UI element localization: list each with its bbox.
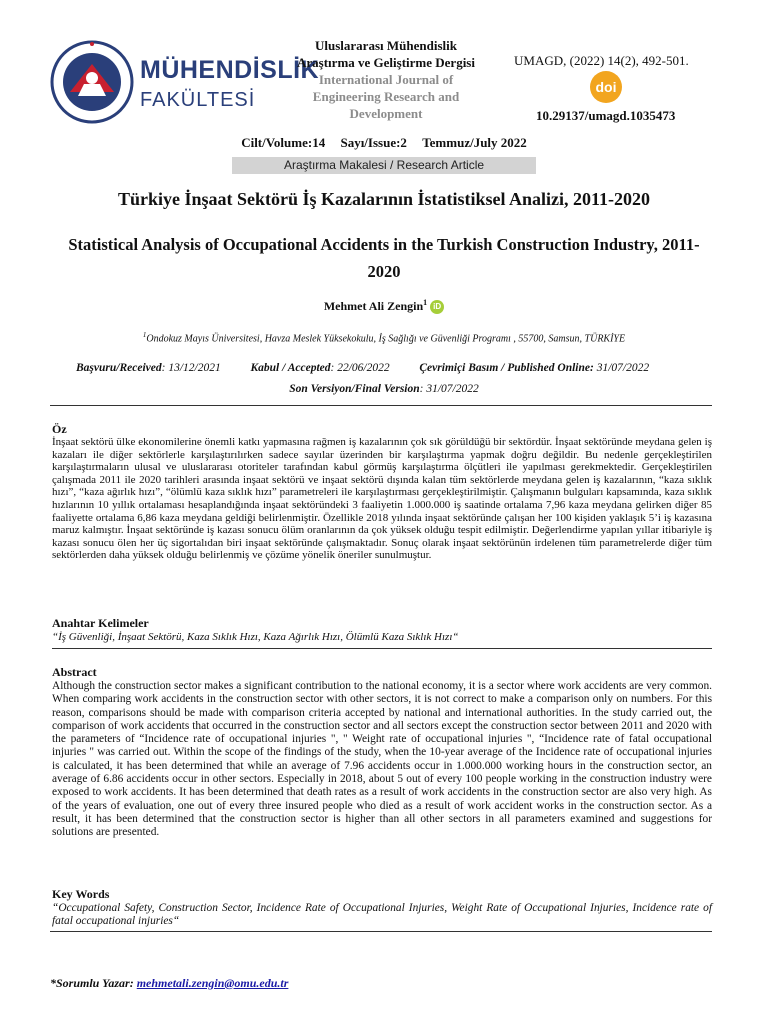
journal-title-block bbox=[286, 37, 486, 122]
faculty-subtitle: FAKÜLTESİ bbox=[140, 89, 256, 111]
abstract-text: Although the construction sector makes a significant contribution to the national economy, it is a sector where work accidents are very common. When comparing work accidents in the construction sector with other sectors, it is not correct to make a comparison only on numbers. For this reason, comparisons should be made with comparison criteria accepted by national and international authorities. In the study carried out, the comparison of work accidents that occurred in the construction sector and all sectors except the construction sector between 2011 and 2020 with the parameters of “Incidence rate of occupational injuries ", " Weight rate of occupational injuries ", “Incidence rate of fatal occupational injuries " was carried out. Within the scope of the findings of the study, when the 10-year average of the Incidence rate of occupational injuries is calculated, it has been determined that while an average of 7.96 accidents occur in 1.000.000 working hours in the construction sector, an average of 6.86 accidents occur in other sectors. Especially in 2018, about 5 out of every 100 people working in the construction industry were exposed to work accidents. It has been determined that death rates as a result of work accidents in the construction sector are also very high. As of the years of evaluation, one out of every three insured people who died as a result of work accident works in the construction sector. As a result, it has been determined that the construction sector is higher than all other sectors in all parameters examined and suggestions for solutions are presented. bbox=[52, 680, 712, 839]
final-version-label: Son Versiyon/Final Version bbox=[289, 383, 420, 395]
corresponding-author-label: *Sorumlu Yazar: bbox=[50, 976, 137, 990]
doi-icon[interactable]: doi bbox=[590, 71, 622, 103]
author-email-link[interactable]: mehmetali.zengin@omu.edu.tr bbox=[136, 976, 289, 990]
published-label: Çevrimiçi Basım / Published Online: bbox=[419, 362, 594, 374]
final-version-line bbox=[0, 383, 768, 395]
dates-line bbox=[76, 362, 649, 374]
keywords-en-heading: Key Words bbox=[52, 887, 110, 901]
volume-issue-line bbox=[0, 135, 768, 151]
keywords-en-text: “Occupational Safety, Construction Sector, Incidence Rate of Occupational Injuries, Weight Rate of Occupational Injuries, Incidence rate of fatal occupational injuries“ bbox=[52, 902, 712, 928]
corresponding-author bbox=[50, 976, 288, 991]
faculty-name: MÜHENDİSLİK bbox=[140, 56, 320, 84]
final-version-date: : 31/07/2022 bbox=[419, 383, 479, 395]
faculty-logo bbox=[50, 40, 320, 132]
title-english: Statistical Analysis of Occupational Accidents in the Turkish Construction Industry, 2011-2020 bbox=[68, 235, 700, 281]
author-sup: 1 bbox=[423, 298, 428, 307]
received-date: : 13/12/2021 bbox=[161, 362, 221, 374]
keywords-tr-heading: Anahtar Kelimeler bbox=[52, 616, 149, 630]
title-turkish: Türkiye İnşaat Sektörü İş Kazalarının İstatistiksel Analizi, 2011-2020 bbox=[117, 189, 651, 209]
journal-title-tr-line1: Uluslararası Mühendislik bbox=[315, 38, 457, 53]
volume: Cilt/Volume:14 bbox=[241, 135, 326, 150]
keywords-tr-text: “İş Güvenliği, İnşaat Sektörü, Kaza Sıklık Hızı, Kaza Ağırlık Hızı, Ölümlü Kaza Sıklık Hızı“ bbox=[52, 631, 459, 643]
issue: Sayı/Issue:2 bbox=[340, 135, 407, 150]
citation: UMAGD, (2022) 14(2), 492-501. bbox=[514, 53, 689, 68]
doi-number[interactable]: 10.29137/umagd.1035473 bbox=[536, 108, 676, 123]
accepted-date: : 22/06/2022 bbox=[330, 362, 390, 374]
received-label: Başvuru/Received bbox=[76, 362, 162, 374]
published-date: 31/07/2022 bbox=[593, 362, 650, 374]
orcid-icon[interactable]: iD bbox=[430, 300, 444, 314]
affiliation bbox=[0, 331, 768, 344]
abstract-heading: Abstract bbox=[52, 665, 97, 679]
oz-heading: Öz bbox=[52, 422, 67, 436]
affiliation-text: Ondokuz Mayıs Üniversitesi, Havza Meslek Yüksekokulu, İş Sağlığı ve Güvenliği Programı , 55700, Samsun, TÜRKİYE bbox=[146, 333, 626, 345]
author-name: Mehmet Ali Zengin bbox=[323, 299, 424, 313]
journal-title-en: International Journal of Engineering Research and Development bbox=[312, 72, 460, 121]
affiliation-sup: 1 bbox=[142, 331, 147, 339]
oz-text: İnşaat sektörü ülke ekonomilerine önemli katkı yapmasına rağmen iş kazalarının çok sık görüldüğü bir sektördür. İnşaat sektöründe meydana gelen iş kazaları ile diğer sektörlerle karşılaştırılırken sadece sayılar üzerinden bir karşılaştırma yapmak doğru değildir. Bu nedenle gerçekleştirilen karşılaştırmaların ulusal ve uluslararası otoriteler tarafından kabul görmüş karşılaştırma ölçütleri ile yapılması gerekmektedir. Gerçekleştirilen çalışmada 2011 ile 2020 tarihleri arasında inşaat sektörü ve inşaat sektörü dışında kalan tüm sektörlerde meydana gelen iş kazalarının, “kaza sıklık hızı”, “kaza ağırlık hızı”, “ölümlü kaza sıklık hızı” parametreleri ile karşılaştırması gerçekleştirilmiştir. Çalışmanın bulguları kapsamında, kaza sıklık hızlarının 10 yıllık ortalaması hesaplandığında inşaat sektöründeki 3 faaliyetin 1.000.000 iş saatinde ortalama 7,96 kaza meydana gelirken diğer 85 faaliyette ortalama 6,86 kaza meydana geldiği belirlenmiştir. Özellikle 2018 yılında inşaat sektöründe çalışan her 100 kişiden yaklaşık 5’i iş kazasına maruz kalmıştır. İnşaat sektöründe iş kazası sonucu ölüm oranlarının da çok yüksek olduğu tespit edilmiştir. Değerlendirme yapılan yıllar itibariyle iş kazası sonucu ölen her üç sigortalıdan biri inşaat sektöründe çalışmaktadır. Sonuç olarak inşaat sektörünün irdelenen tüm parametrelerde diğer tüm sektörlerden daha yüksek olduğu belirlenmiş ve çözüme yönelik öneriler sunulmuştur. bbox=[52, 436, 712, 562]
keywords-tr-divider bbox=[52, 648, 712, 649]
journal-title-tr-line2: Araştırma ve Geliştirme Dergisi bbox=[297, 55, 475, 70]
abstract-box bbox=[50, 405, 712, 932]
article-type-banner: Araştırma Makalesi / Research Article bbox=[232, 157, 536, 174]
university-seal-icon bbox=[50, 40, 134, 124]
author-line bbox=[0, 298, 768, 314]
issue-date: Temmuz/July 2022 bbox=[422, 135, 527, 150]
accepted-label: Kabul / Accepted bbox=[250, 362, 331, 374]
